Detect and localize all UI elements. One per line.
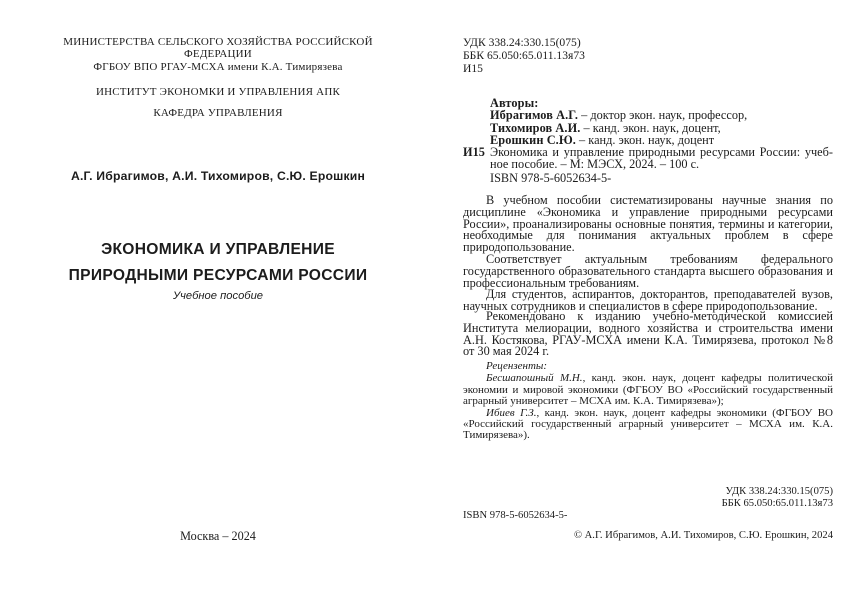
recommendation-block — [463, 311, 833, 358]
ministry-line: МИНИСТЕРСТВА СЕЛЬСКОГО ХОЗЯЙСТВА РОССИЙСКОЙ ФЕДЕРАЦИИ — [63, 36, 373, 60]
edition-type: Учебное пособие — [172, 290, 264, 302]
annotation-paragraph: В учебном пособии систематизированы научные знания по дисциплине «Экономика и управление природными ресурсами России», проанализированы основные понятия, термины и категории, необходимые для понимания актуальных проблем в сфере природопользование. — [463, 193, 833, 255]
reviewers-block — [463, 361, 833, 442]
reviewer-paragraph — [463, 408, 833, 442]
reviewer-name: Бесшапошный М.Н. — [486, 372, 583, 385]
authors-block — [463, 97, 833, 146]
copyright-line: © А.Г. Ибрагимов, А.И. Тихомиров, С.Ю. Ерошкин, 2024 — [573, 530, 833, 541]
catalog-code: И15 — [463, 145, 485, 159]
author-degrees: – доктор экон. наук, профессор, — [578, 108, 748, 123]
imprint-page — [463, 0, 833, 595]
reviewer-details: , канд. экон. наук, доцент кафедры политической экономии и мировой экономики (ФГБОУ ВО «Российский государственный аграрный университет – МСХА им. К.А. Тимирязева»); — [463, 372, 833, 408]
udk-bottom: УДК 338.24:330.15(075) — [725, 486, 833, 497]
authors-line: А.Г. Ибрагимов, А.И. Тихомиров, С.Ю. Ерошкин — [70, 169, 366, 183]
reviewer-name: Ибиев Г.З. — [486, 406, 537, 419]
department-line: КАФЕДРА УПРАВЛЕНИЯ — [153, 107, 283, 119]
catalog-entry-line: ное пособие. – М: МЭСХ, 2024. – 100 с. — [490, 157, 700, 172]
author-name: Ибрагимов А.Г. — [490, 108, 579, 123]
udk-top: УДК 338.24:330.15(075) — [463, 36, 581, 49]
author-name: Ерошкин С.Ю. — [490, 132, 576, 147]
isbn-bottom: ISBN 978-5-6052634-5- — [463, 510, 568, 521]
reviewer-details: , канд. экон. наук, доцент кафедры экономики (ФГБОУ ВО «Российский государственный аграрный университет – МСХА им. К.А. Тимирязева»). — [463, 406, 834, 442]
classification-block-bottom — [463, 486, 833, 511]
annotation-paragraph: Соответствует актуальным требованиям федерального государственного образовательного стандарта высшего образования и профессиональным требованиям. — [463, 251, 833, 290]
classification-code: И15 — [463, 62, 483, 75]
classification-block — [463, 36, 833, 75]
bbk-bottom: ББК 65.050:65.011.13я73 — [721, 498, 833, 510]
institute-line: ИНСТИТУТ ЭКОНОМКИ И УПРАВЛЕНИЯ АПК — [95, 86, 340, 98]
university-line: ФГБОУ ВПО РГАУ-МСХА имени К.А. Тимирязева — [93, 61, 343, 73]
title-page — [47, 0, 389, 595]
book-title-line-2: ПРИРОДНЫМИ РЕСУРСАМИ РОССИИ — [68, 266, 368, 284]
imprint-city-year: Москва – 2024 — [180, 529, 256, 543]
recommendation-paragraph: Рекомендовано к изданию учебно-методической комиссией Института мелиорации, водного хозяйства и строительства имени А.Н. Костякова, РГАУ-МСХА имени К.А. Тимирязева, протокол №8 от 30 мая 2024 г. — [463, 309, 833, 359]
annotation-paragraph: Для студентов, аспирантов, докторантов, преподавателей вузов, научных сотрудников и специалистов в сфере природопользование. — [463, 287, 833, 314]
catalog-entry — [463, 146, 833, 171]
bbk-top: ББК 65.050:65.011.13я73 — [463, 49, 585, 62]
catalog-entry-line: Экономика и управление природными ресурсами России: учеб- — [490, 145, 833, 159]
isbn-top: ISBN 978-5-6052634-5- — [490, 171, 612, 185]
book-title — [47, 237, 389, 288]
annotation — [463, 195, 833, 313]
author-degrees: – канд. экон. наук, доцент — [575, 132, 715, 147]
book-title-line-1: ЭКОНОМИКА И УПРАВЛЕНИЕ — [101, 241, 335, 258]
authors-heading: Авторы: — [490, 96, 539, 110]
author-name: Тихомиров А.И. — [490, 120, 581, 135]
reviewers-heading: Рецензенты: — [486, 360, 548, 372]
author-degrees: – канд. экон. наук, доцент, — [580, 120, 721, 135]
reviewer-paragraph — [463, 373, 833, 407]
